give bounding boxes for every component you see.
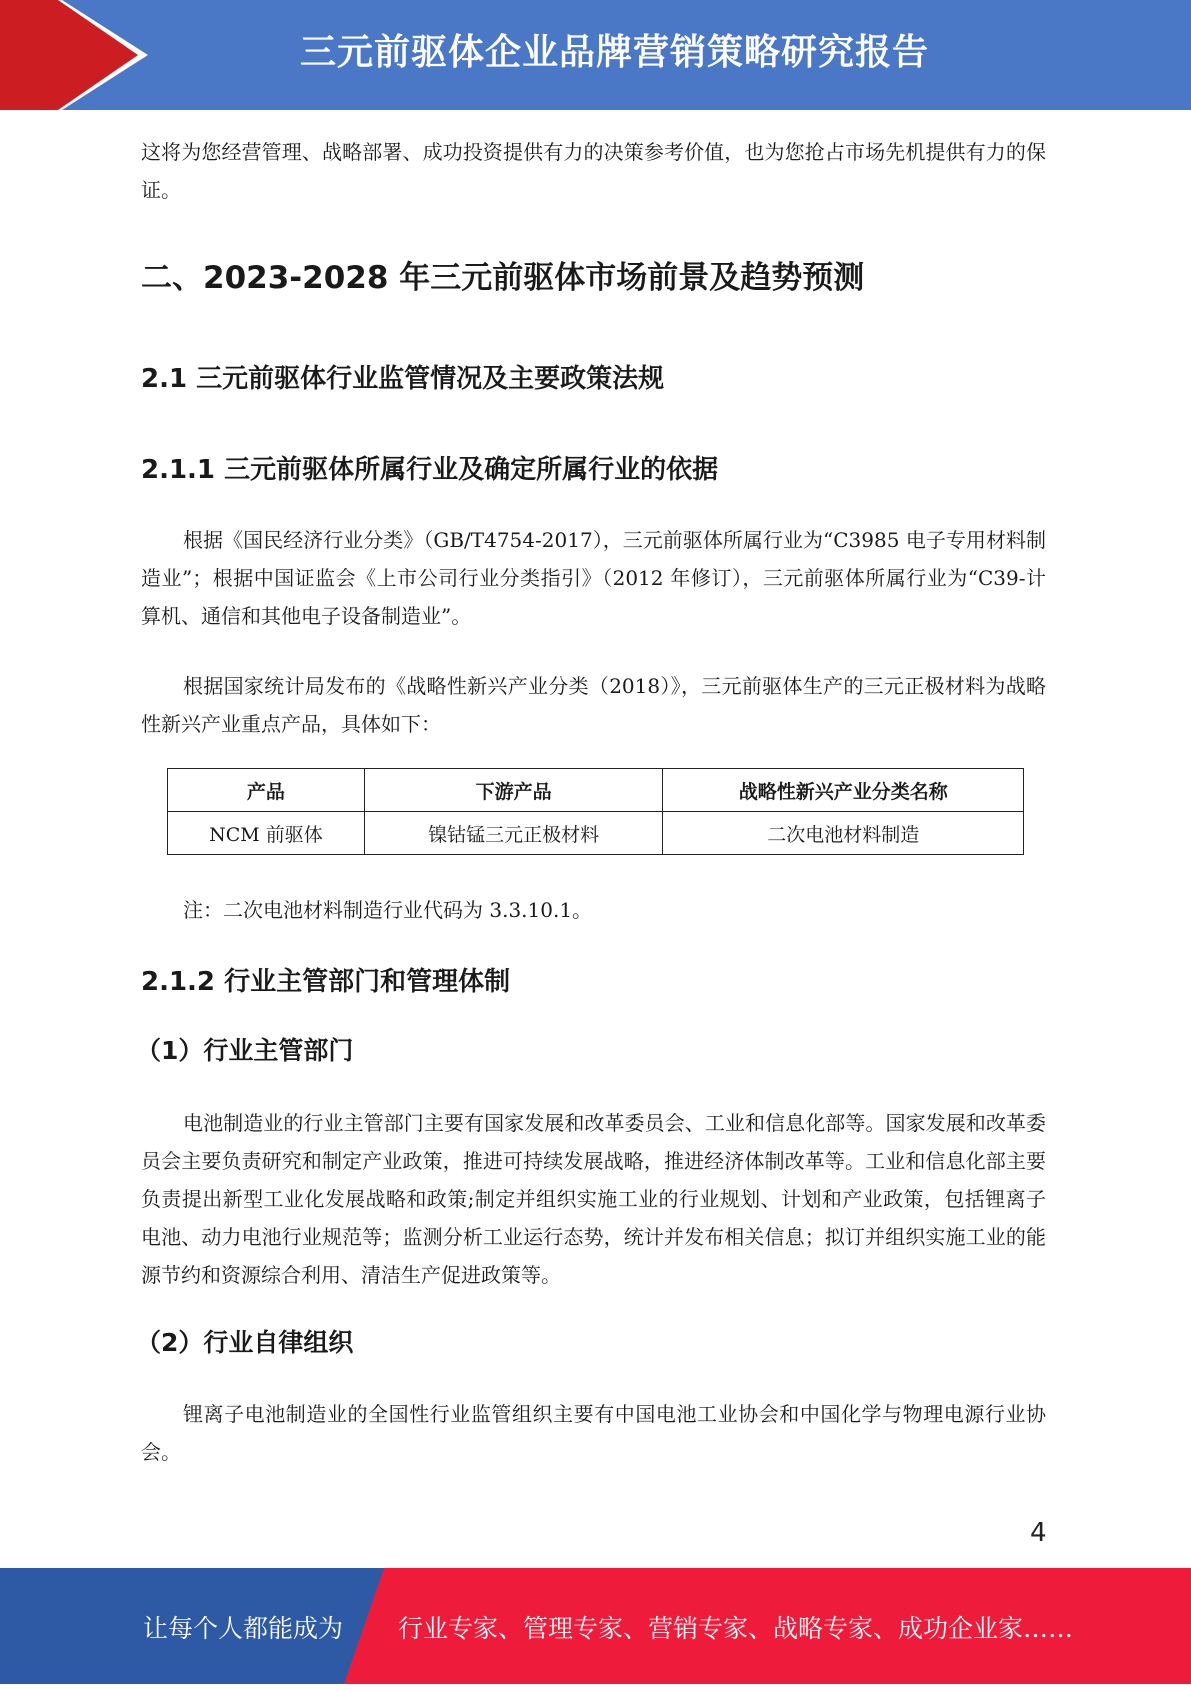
section-2-1-1-heading: 2.1.1 三元前驱体所属行业及确定所属行业的依据 [141,455,719,485]
table-header-row [168,769,1024,812]
table-row [168,812,1024,855]
table-header-product: 产品 [168,769,365,812]
header-banner [0,0,1191,110]
footer-slogan-left: 让每个人都能成为 [143,1614,344,1643]
table-cell-category: 二次电池材料制造 [663,812,1024,855]
self-regulatory-paragraph: 锂离子电池制造业的全国性行业监管组织主要有中国电池工业协会和中国化学与物理电源行业协会。 [141,1402,1046,1464]
regulator-paragraph: 电池制造业的行业主管部门主要有国家发展和改革委员会、工业和信息化部等。国家发展和改革委员会主要负责研究和制定产业政策，推进可持续发展战略，推进经济体制改革等。工业和信息化部主要负责提出新型工业化发展战略和政策;制定并组织实施工业的行业规划、计划和产业政策，包括锂离子电池、动力电池行业规范等；监测分析工业运行态势，统计并发布相关信息；拟订并组织实施工业的能源节约和资源综合利用、清洁生产促进政策等。 [141,1111,1046,1287]
intro-paragraph: 这将为您经营管理、战略部署、成功投资提供有力的决策参考价值，也为您抢占市场先机提供有力的保证。 [141,140,1046,202]
footer-banner [0,1568,1191,1684]
header-arrow-icon [0,0,160,110]
section-2-1-2-heading: 2.1.2 行业主管部门和管理体制 [141,967,511,997]
table-header-downstream: 下游产品 [364,769,663,812]
section-2-heading: 二、2023-2028 年三元前驱体市场前景及趋势预测 [141,260,865,296]
subsection-1-heading: （1）行业主管部门 [136,1036,354,1065]
industry-classification-paragraph: 根据《国民经济行业分类》（GB/T4754-2017），三元前驱体所属行业为“C3985 电子专用材料制造业”；根据中国证监会《上市公司行业分类指引》（2012 年修订），三元前驱体所属行业为“C39-计算机、通信和其他电子设备制造业”。 [141,528,1046,628]
page-number: 4 [1030,1518,1047,1548]
table-note: 注：二次电池材料制造行业代码为 3.3.10.1。 [183,898,593,922]
section-2-1-heading: 2.1 三元前驱体行业监管情况及主要政策法规 [141,364,665,394]
table-header-category: 战略性新兴产业分类名称 [663,769,1024,812]
table-cell-downstream: 镍钴锰三元正极材料 [364,812,663,855]
footer-slogan-right: 行业专家、管理专家、营销专家、战略专家、成功企业家…… [398,1614,1074,1643]
strategic-industry-paragraph: 根据国家统计局发布的《战略性新兴产业分类（2018）》，三元前驱体生产的三元正极材料为战略性新兴产业重点产品，具体如下： [141,674,1046,736]
industry-classification-table [167,768,1024,855]
subsection-2-heading: （2）行业自律组织 [136,1328,354,1357]
table-cell-product: NCM 前驱体 [168,812,365,855]
report-title: 三元前驱体企业品牌营销策略研究报告 [300,32,930,73]
